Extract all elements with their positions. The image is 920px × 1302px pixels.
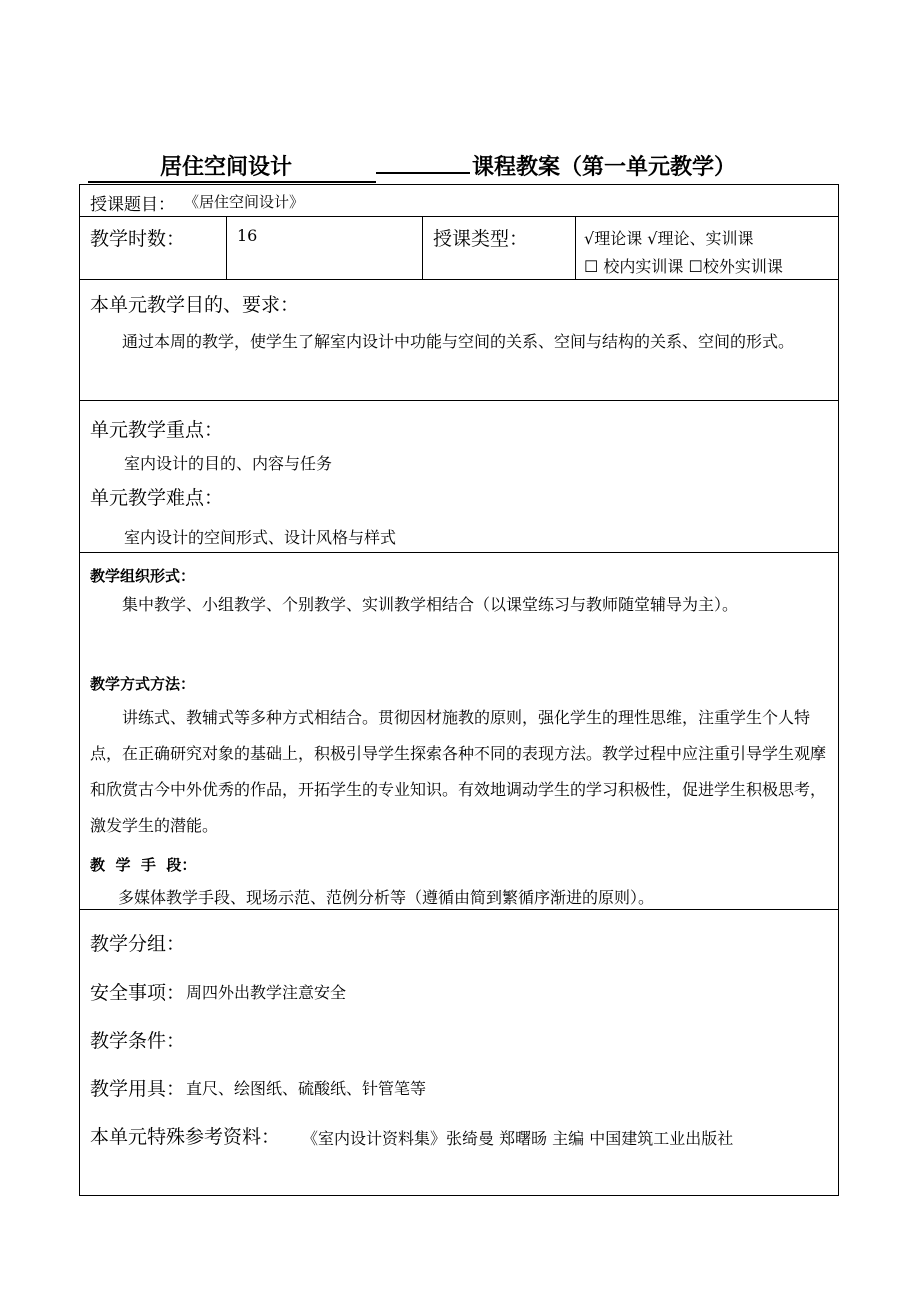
hours-label-cell <box>80 217 227 279</box>
type-label-cell <box>423 217 576 279</box>
key-points-text: 室内设计的目的、内容与任务 <box>124 454 333 473</box>
key-points-heading: 单元教学重点： <box>90 419 224 441</box>
title-suffix: 课程教案（第一单元教学） <box>472 155 737 180</box>
page-title <box>88 142 848 178</box>
method-heading: 教学方式方法： <box>90 675 196 693</box>
safety-value: 周四外出教学注意安全 <box>186 983 347 1002</box>
means-heading: 教 学 手 段： <box>90 856 197 874</box>
refs-label: 本单元特殊参考资料： <box>90 1126 281 1148</box>
misc-row <box>80 910 838 1197</box>
type-options-line1: √理论课 √理论、实训课 <box>584 229 754 248</box>
type-options-cell <box>576 217 838 279</box>
refs-value: 《室内设计资料集》张绮曼 郑曙旸 主编 中国建筑工业出版社 <box>302 1129 734 1148</box>
title-underline <box>376 142 470 174</box>
course-name: 居住空间设计 <box>88 153 376 183</box>
topic-label: 授课题目： <box>90 195 175 215</box>
objectives-row <box>80 280 838 401</box>
tools-label: 教学用具： <box>90 1078 186 1100</box>
key-points-row <box>80 401 838 553</box>
hours-value-cell <box>227 217 423 279</box>
difficulty-heading: 单元教学难点： <box>90 487 224 509</box>
conditions-label: 教学条件： <box>90 1030 186 1052</box>
hours-value: 16 <box>237 226 258 245</box>
grouping-label: 教学分组： <box>90 933 186 955</box>
topic-row <box>80 185 838 217</box>
organization-heading: 教学组织形式： <box>90 567 196 585</box>
organization-row <box>80 553 838 910</box>
means-text: 多媒体教学手段、现场示范、范例分析等（遵循由简到繁循序渐进的原则）。 <box>118 888 655 907</box>
organization-text: 集中教学、小组教学、个别教学、实训教学相结合（以课堂练习与教师随堂辅导为主）。 <box>122 595 739 614</box>
type-options-line2: ☐ 校内实训课 ☐校外实训课 <box>584 257 783 276</box>
method-text: 讲练式、教辅式等多种方式相结合。贯彻因材施教的原则，强化学生的理性思维，注重学生个人特点，在正确研究对象的基础上，积极引导学生探索各种不同的表现方法。教学过程中应注重引导学生观摩和欣赏古今中外优秀的作品，开拓学生的专业知识。有效地调动学生的学习积极性，促进学生积极思考，激发学生的潜能。 <box>90 708 827 835</box>
lesson-plan-table <box>79 184 839 1196</box>
topic-value: 《居住空间设计》 <box>184 193 305 211</box>
objectives-heading: 本单元教学目的、要求： <box>90 294 300 316</box>
hours-type-row <box>80 217 838 280</box>
tools-value: 直尺、绘图纸、硫酸纸、针管笔等 <box>186 1079 427 1098</box>
objectives-text: 通过本周的教学，使学生了解室内设计中功能与空间的关系、空间与结构的关系、空间的形式。 <box>122 332 795 351</box>
difficulty-text: 室内设计的空间形式、设计风格与样式 <box>124 528 397 547</box>
type-label: 授课类型： <box>433 228 529 250</box>
safety-label: 安全事项： <box>90 982 186 1004</box>
hours-label: 教学时数： <box>90 228 186 250</box>
